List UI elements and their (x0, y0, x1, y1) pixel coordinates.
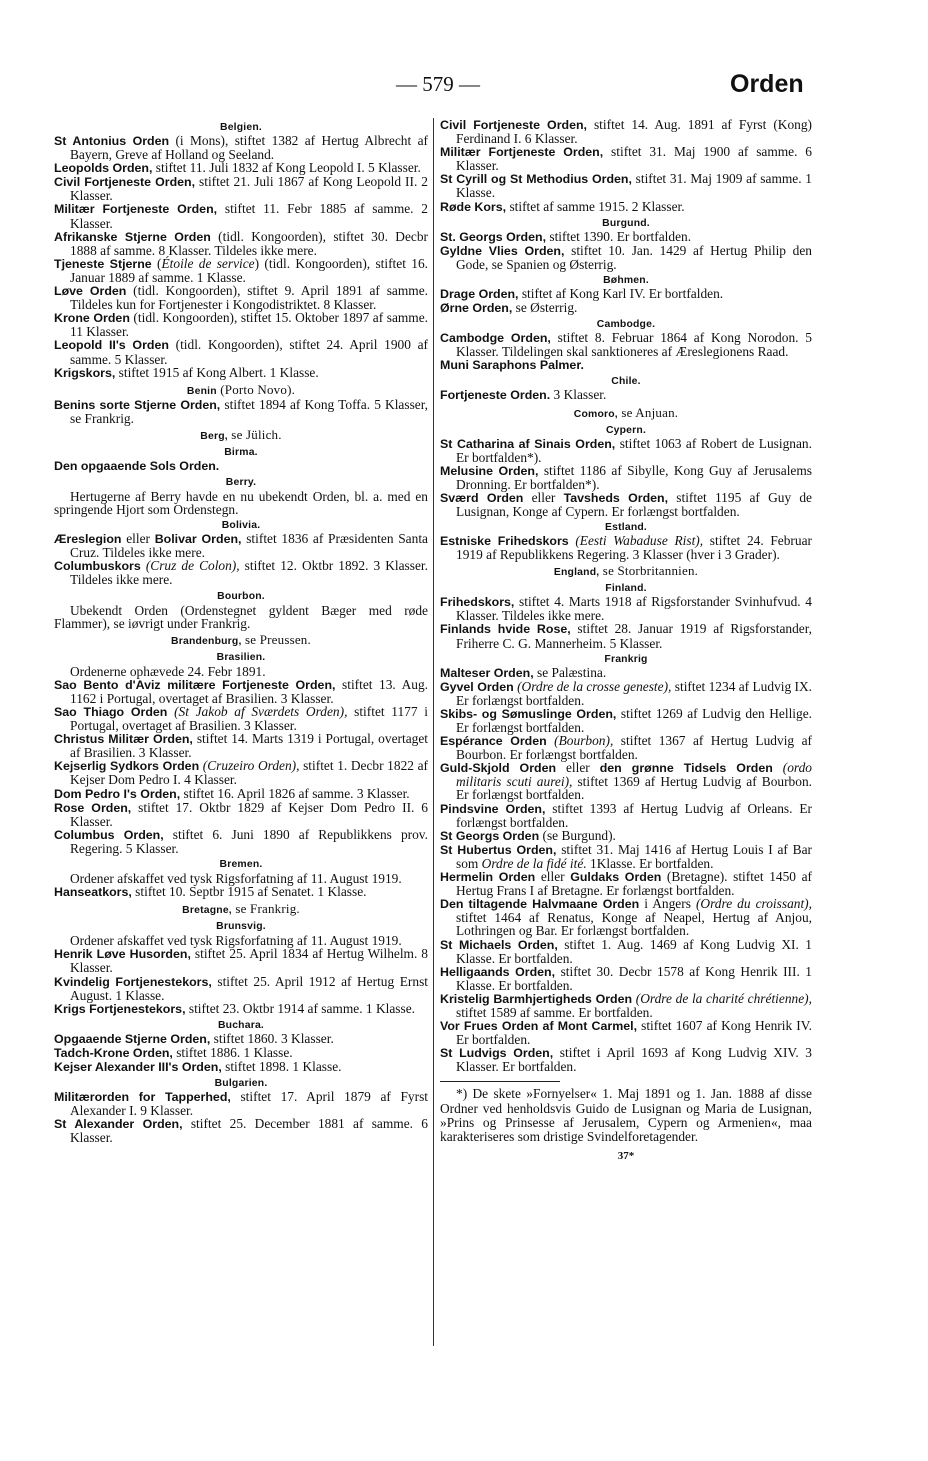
order-name: Opgaaende Stjerne Orden, (54, 1031, 211, 1046)
order-entry (440, 491, 812, 518)
order-entry (54, 787, 428, 801)
order-name: Bolivar Orden, (154, 532, 242, 547)
order-entry (440, 464, 812, 491)
order-entry (440, 200, 812, 214)
section-heading-text: Berg, (200, 430, 228, 442)
order-name: Civil Fortjeneste Orden, (440, 118, 587, 132)
order-description: stiftet af Kong Karl IV. Er bortfalden. (518, 285, 724, 301)
order-entry (440, 965, 812, 992)
order-description: stiftet 1836 af Præsidenten Santa Cruz. Tildeles ikke mere. (70, 531, 428, 561)
section-heading-text: Bretagne, (182, 905, 232, 917)
section-heading (54, 383, 428, 398)
order-description: stiftet 6. Juni 1890 af Republikkens prov. Regering. 5 Klasser. (70, 826, 428, 856)
order-entry (54, 1117, 428, 1144)
order-entry (54, 161, 428, 175)
order-alt-name: (Bourbon), (554, 733, 614, 749)
order-description: se Palæstina. (533, 664, 607, 680)
section-heading (440, 406, 812, 421)
order-description: stiftet 31. Maj 1416 af Hertug Louis I af Bar som (456, 841, 812, 871)
order-description: 1Klasse. Er bortfalden. (586, 855, 714, 871)
order-name: St Antonius Orden (54, 134, 170, 148)
section-heading (54, 446, 428, 459)
order-name: Den tiltagende Halvmaane Orden (440, 897, 640, 912)
order-alt-name: (Eesti Wabaduse Rist), (575, 533, 704, 549)
column-divider (433, 118, 434, 1346)
order-description: stiftet 12. Oktbr 1892. 3 Klasser. Tildeles ikke mere. (70, 558, 428, 588)
order-description: stiftet 14. Aug. 1891 af Fyrst (Kong) Ferdinand I. 6 Klasser. (456, 117, 812, 147)
section-heading-text: Cypern. (605, 424, 647, 436)
section-heading-text: Bolivia. (221, 520, 261, 532)
order-description: stiftet 25. April 1912 af Hertug Ernst August. 1 Klasse. (70, 973, 429, 1003)
order-alt-name: (Cruz de Colon), (145, 558, 240, 574)
order-description: stiftet 1. Decbr 1822 af Kejser Dom Pedro I. 4 Klasser. (70, 758, 428, 788)
order-entry (440, 802, 812, 829)
order-name: Skibs- og Sømuslinge Orden, (440, 706, 617, 721)
order-description: se Østerrig. (512, 300, 578, 316)
order-entry (54, 175, 428, 202)
paragraph: Ordener afskaffet ved tysk Rigsforfatning af 11. August 1919. (70, 871, 402, 887)
order-name: Pindsvine Orden, (440, 801, 546, 816)
section-heading-note: se Storbritannien. (599, 563, 699, 579)
order-description: stiftet 11. Juli 1832 af Kong Leopold I. 5 Klasser. (152, 160, 421, 176)
order-name: Frihedskors, (440, 595, 515, 610)
section-heading (54, 590, 428, 603)
order-name: St Alexander Orden, (54, 1117, 183, 1132)
order-alt-name: (Ordre de la crosse geneste), (517, 678, 672, 694)
order-description: stiftet 13. Aug. 1162 i Portugal, overtaget af Brasilien. 3 Klasser. (70, 676, 428, 706)
section-heading-text: Buchara. (217, 1019, 265, 1031)
right-column (440, 118, 812, 1163)
order-name: Muni Saraphons Palmer. (440, 358, 584, 373)
order-name: Civil Fortjeneste Orden, (54, 175, 196, 190)
order-alt-name: (Ordre de la charité chrétienne), (635, 990, 812, 1006)
order-description: eller (556, 760, 600, 776)
order-description: eller (523, 489, 564, 505)
order-entry (54, 759, 428, 786)
order-description: stiftet 1369 af Hertug Ludvig af Bourbon. Er forlængst bortfalden. (456, 774, 812, 803)
section-heading (54, 920, 428, 933)
section-heading-note: (Porto Novo). (216, 381, 296, 397)
section-heading-text: Bulgarien. (214, 1078, 268, 1090)
footnote-rule (440, 1081, 560, 1082)
order-description: stiftet 1886. 1 Klasse. (172, 1044, 293, 1060)
order-entry (54, 338, 428, 365)
order-entry (54, 459, 428, 473)
order-name: Estniske Frihedskors (440, 534, 569, 549)
section-heading (54, 428, 428, 443)
order-entry (54, 257, 428, 284)
order-entry (440, 145, 812, 172)
order-name: Kvindelig Fortjenestekors, (54, 974, 212, 989)
order-name: St Georgs Orden (440, 828, 540, 843)
order-description: eller (535, 869, 571, 885)
order-name: Leopolds Orden, (54, 161, 153, 176)
order-name: Finlands hvide Rose, (440, 622, 571, 637)
order-description: stiftet 4. Marts 1918 af Rigsforstander Svinhufvud. 4 Klasser. Tildeles ikke mere. (456, 594, 812, 624)
order-alt-name: (St Jakob af Sværdets Orden), (174, 704, 348, 719)
section-heading-note: se Jülich. (227, 426, 282, 442)
section-heading (440, 375, 812, 388)
order-entry (54, 398, 428, 425)
order-name: Leopold II's Orden (54, 338, 169, 353)
paragraph: Ordenerne ophævede 24. Febr 1891. (70, 663, 266, 679)
order-description: 3 Klasser. (550, 387, 607, 403)
page-header (0, 70, 928, 104)
order-name: Fortjeneste Orden. (440, 388, 551, 403)
order-entry (440, 358, 812, 372)
section-heading-note: se Preussen. (241, 631, 311, 647)
order-entry (440, 287, 812, 301)
section-heading-text: Bøhmen. (603, 274, 649, 286)
order-description: stiftet 10. Septbr 1915 af Senatet. 1 Klasse. (131, 884, 367, 900)
order-entry (440, 734, 812, 761)
order-name: Rose Orden, (54, 800, 132, 815)
section-heading-text: Bremen. (219, 859, 263, 871)
order-description: stiftet 8. Februar 1864 af Kong Norodon. 5 Klasser. Tildelingen skal sanktioneres af Æreslegionens Raad. (456, 330, 812, 360)
section-heading (54, 858, 428, 871)
order-entry (440, 118, 812, 145)
order-entry (54, 1046, 428, 1060)
order-entry (440, 1046, 812, 1073)
section-heading (54, 476, 428, 489)
order-entry (54, 532, 428, 559)
order-entry (440, 595, 812, 622)
order-description: stiftet af samme 1915. 2 Klasser. (506, 198, 685, 214)
order-entry (54, 559, 428, 586)
order-entry (440, 622, 812, 649)
section-heading-text: Chile. (611, 376, 641, 388)
order-entry (54, 885, 428, 899)
order-alt-name: (Cruzeiro Orden), (202, 758, 300, 774)
order-entry (54, 230, 428, 257)
order-description: stiftet 1186 af Sibylle, Kong Guy af Jerusalems Dronning. Er bortfalden*). (456, 462, 812, 492)
order-name: Helligaands Orden, (440, 964, 556, 979)
section-heading-text: Cambodge. (596, 319, 656, 331)
order-name: Afrikanske Stjerne Orden (54, 229, 211, 244)
page-number: — 579 — (396, 72, 480, 96)
order-name: Drage Orden, (440, 286, 519, 301)
order-name: Henrik Løve Husorden, (54, 947, 191, 962)
order-description: (tidl. Kongoorden), stiftet 15. Oktober 1897 af samme. 11 Klasser. (70, 310, 429, 340)
order-name: den grønne Tidsels Orden (599, 761, 773, 776)
paragraph: Hertugerne af Berry havde en nu ubekendt Orden, bl. a. med en springende Hjort som Ordenstegn. (54, 488, 428, 518)
order-description: stiftet 25. April 1834 af Hertug Wilhelm. 8 Klasser. (70, 946, 428, 976)
order-alt-name: Ordre de la fidé ité. (481, 855, 587, 871)
printer-signature: 37* (617, 1150, 635, 1163)
order-entry (54, 1032, 428, 1046)
order-name: St Michaels Orden, (440, 937, 558, 952)
order-name: Gyvel Orden (440, 679, 514, 694)
order-name: Krigs Fortjenestekors, (54, 1001, 186, 1016)
order-entry (440, 938, 812, 965)
order-description: stiftet i April 1693 af Kong Ludvig XIV. 3 Klasser. Er bortfalden. (456, 1045, 812, 1075)
order-description: (tidl. Kongoorden), stiftet 24. April 1900 af samme. 5 Klasser. (70, 337, 428, 367)
order-description: stiftet 1915 af Kong Albert. 1 Klasse. (115, 364, 319, 380)
order-description: stiftet 16. April 1826 af samme. 3 Klasser. (180, 785, 410, 801)
order-name: Sao Thiago Orden (54, 705, 168, 719)
order-description: stiftet 1898. 1 Klasse. (221, 1058, 342, 1074)
order-entry (440, 707, 812, 734)
section-heading-text: Burgund. (602, 217, 650, 229)
section-heading-text: England, (553, 567, 600, 579)
order-description: stiftet 1860. 3 Klasser. (210, 1030, 334, 1046)
order-alt-name: (Ordre du croissant), (695, 896, 812, 912)
order-name: St Hubertus Orden, (440, 842, 557, 857)
order-description: stiftet 31. Maj 1909 af samme. 1 Klasse. (456, 171, 812, 201)
section-heading-text: Birma. (224, 446, 258, 458)
order-description: ( (151, 255, 162, 271)
section-heading (54, 651, 428, 664)
order-description (773, 760, 783, 775)
order-name: Gyldne Vlies Orden, (440, 243, 565, 258)
order-description: stiftet 1589 af samme. Er bortfalden. (456, 1004, 653, 1020)
section-heading-text: Brunsvig. (216, 921, 266, 933)
section-heading-text: Brasilien. (216, 651, 266, 663)
order-description: stiftet 30. Decbr 1578 af Kong Henrik III. 1 Klasse. Er bortfalden. (456, 963, 813, 993)
order-name: St Ludvigs Orden, (440, 1046, 554, 1061)
order-entry (440, 301, 812, 315)
order-description: stiftet 24. Februar 1919 af Republikkens Regering. 3 Klasser (hver i 3 Grader). (456, 533, 812, 563)
order-alt-name: (ordo militaris scuti aurei), (456, 760, 812, 790)
footnote: *) De skete »Fornyelser« 1. Maj 1891 og 1. Jan. 1888 af disse Ordner ved henholdsvis Guido de Lusignan og Maria de Lusignan, »Prins og Prinsesse af Jerusalem, Cypern og Armenien«, maa karakteriseres som dristige Svindelforetagender. (440, 1086, 812, 1145)
right-column-entries (440, 118, 812, 1073)
order-description: stiftet 1177 i Portugal, overtaget af Brasilien. 3 Klasser. (70, 704, 428, 734)
order-name: Sao Bento d'Aviz militære Fortjeneste Orden, (54, 677, 336, 692)
order-description: stiftet 10. Jan. 1429 af Hertug Philip den Gode, se Spanien og Østerrig. (456, 242, 812, 272)
order-name: Espérance Orden (440, 734, 547, 749)
order-name: Sværd Orden (440, 490, 524, 505)
order-name: Tavsheds Orden, (563, 490, 669, 505)
order-entry (440, 172, 812, 199)
order-entry (440, 230, 812, 244)
left-column (54, 118, 428, 1144)
order-entry (440, 992, 812, 1019)
section-heading-text: Bourbon. (217, 590, 265, 602)
order-entry (54, 947, 428, 974)
order-description: stiftet 1063 af Robert de Lusignan. Er bortfalden*). (456, 435, 812, 465)
order-description: stiftet 23. Oktbr 1914 af samme. 1 Klasse. (185, 1000, 415, 1016)
order-name: Christus Militær Orden, (54, 732, 193, 747)
order-description: stiftet 1234 af Ludvig IX. Er forlængst bortfalden. (456, 678, 813, 708)
order-description: stiftet 1894 af Kong Toffa. 5 Klasser, se Frankrig. (70, 396, 428, 426)
order-description: stiftet 1607 af Kong Henrik IV. Er bortfalden. (456, 1018, 812, 1048)
order-description: stiftet 21. Juli 1867 af Kong Leopold II. 2 Klasser. (70, 174, 428, 204)
section-heading-note: se Frankrig. (231, 901, 300, 917)
order-name: St Catharina af Sinais Orden, (440, 436, 616, 451)
order-entry (440, 761, 812, 801)
order-name: Æreslegion (54, 532, 122, 547)
order-entry (54, 801, 428, 828)
section-heading (54, 633, 428, 648)
order-name: Kejserlig Sydkors Orden (54, 759, 200, 774)
order-name: Columbus Orden, (54, 827, 164, 842)
order-description: eller (121, 531, 155, 547)
order-entry (54, 1090, 428, 1117)
order-entry (54, 1002, 428, 1016)
order-entry (440, 666, 812, 680)
order-name: St Cyrill og St Methodius Orden, (440, 172, 632, 187)
section-heading-note: se Anjuan. (617, 404, 679, 420)
order-entry (54, 1060, 428, 1074)
paragraph: Ubekendt Orden (Ordenstegnet gyldent Bæger med røde Flammer), se iøvrigt under Frankrig. (54, 602, 428, 631)
section-heading-text: Belgien. (219, 122, 263, 133)
order-description: stiftet 17. April 1879 af Fyrst Alexander I. 9 Klasser. (70, 1089, 429, 1119)
order-name: Løve Orden (54, 284, 127, 299)
order-description: stiftet 17. Oktbr 1829 af Kejser Dom Pedro II. 6 Klasser. (70, 799, 428, 829)
order-description: (i Mons), stiftet 1382 af Hertug Albrecht af Bayern, Greve af Holland og Seeland. (70, 133, 428, 163)
section-heading (54, 902, 428, 917)
order-description: stiftet 1464 af Renatus, Konge af Neapel, Hertug af Anjou, Lothringen og Bar. Er forlængst bortfalden. (456, 910, 812, 939)
order-entry (54, 134, 428, 161)
order-description: (se Burgund). (539, 827, 616, 843)
order-description: stiftet 28. Januar 1919 af Rigsforstander, Friherre C. G. Mannerheim. 5 Klasser. (456, 621, 812, 651)
order-description: ) (tidl. Kongoorden), stiftet 16. Januar 1889 af samme. 1 Klasse. (70, 255, 428, 285)
section-heading-text: Berry. (225, 476, 257, 488)
order-entry (440, 843, 812, 870)
order-name: Malteser Orden, (440, 665, 534, 680)
order-name: Kristelig Barmhjertigheds Orden (440, 991, 633, 1006)
order-name: Militærorden for Tapperhed, (54, 1090, 231, 1105)
order-name: Røde Kors, (440, 199, 507, 214)
order-entry (54, 732, 428, 759)
order-name: Tjeneste Stjerne (54, 256, 152, 271)
order-description: stiftet 1393 af Hertug Ludvig af Orleans. Er forlængst bortfalden. (456, 800, 813, 830)
section-heading (440, 653, 812, 666)
order-entry (54, 975, 428, 1002)
section-heading (440, 564, 812, 579)
order-name: Kejser Alexander III's Orden, (54, 1059, 222, 1074)
order-description: stiftet 31. Maj 1900 af samme. 6 Klasser. (456, 144, 812, 174)
order-name: Melusine Orden, (440, 463, 539, 478)
section-heading-text: Brandenburg, (171, 635, 242, 647)
order-description: i Angers (639, 896, 696, 912)
order-entry (54, 366, 428, 380)
order-entry (54, 311, 428, 338)
order-entry (54, 828, 428, 855)
order-name: Militær Fortjeneste Orden, (54, 202, 218, 217)
order-name: Krigskors, (54, 365, 116, 380)
order-name: Dom Pedro I's Orden, (54, 786, 181, 801)
paragraph: Ordener afskaffet ved tysk Rigsforfatning af 11. August 1919. (70, 933, 402, 949)
running-title: Orden (730, 70, 804, 98)
order-description: (tidl. Kongoorden), stiftet 9. April 1891 af samme. Tildeles kun for Fortjenester i Kongodistriktet. 8 Klasser. (70, 283, 428, 313)
order-description: stiftet 14. Marts 1319 i Portugal, overtaget af Brasilien. 3 Klasser. (70, 731, 428, 761)
section-heading-text: Benin (186, 385, 217, 397)
order-entry (54, 284, 428, 311)
order-description: stiftet 1269 af Ludvig den Hellige. Er forlængst bortfalden. (456, 705, 812, 735)
section-heading-text: Comoro, (573, 408, 618, 420)
order-entry (440, 829, 812, 843)
order-entry (440, 388, 812, 402)
order-entry (440, 437, 812, 464)
order-name: Hermelin Orden (440, 870, 536, 885)
order-entry (440, 680, 812, 707)
order-entry (440, 897, 812, 937)
order-description: (Bretagne). stiftet 1450 af Hertug Frans I af Bretagne. Er forlængst bortfalden. (456, 869, 812, 899)
order-name: Guldaks Orden (570, 870, 662, 885)
order-name: Benins sorte Stjerne Orden, (54, 397, 221, 412)
order-description: stiftet 1367 af Hertug Ludvig af Bourbon. Er forlængst bortfalden. (456, 733, 812, 763)
order-entry (440, 244, 812, 271)
order-entry (54, 705, 428, 732)
order-name: St. Georgs Orden, (440, 229, 547, 244)
order-description: (tidl. Kongoorden), stiftet 30. Decbr 1888 af samme. 8 Klasser. Tildeles ikke mere. (70, 228, 429, 258)
order-name: Den opgaaende Sols Orden. (54, 458, 220, 473)
order-entry (440, 331, 812, 358)
order-description: stiftet 1. Aug. 1469 af Kong Ludvig XI. 1 Klasse. Er bortfalden. (456, 936, 813, 966)
order-description: stiftet 25. December 1881 af samme. 6 Klasser. (70, 1116, 428, 1146)
section-heading-text: Finland. (605, 583, 647, 595)
order-name: Militær Fortjeneste Orden, (440, 145, 604, 160)
order-entry (440, 870, 812, 897)
order-name: Guld-Skjold Orden (440, 761, 557, 776)
order-name: Cambodge Orden, (440, 331, 551, 346)
order-entry (440, 1019, 812, 1046)
order-entry (54, 202, 428, 229)
order-name: Tadch-Krone Orden, (54, 1045, 173, 1060)
order-name: Columbuskors (54, 559, 141, 574)
order-description: stiftet 11. Febr 1885 af samme. 2 Klasser. (70, 201, 429, 231)
order-entry (440, 534, 812, 561)
order-alt-name: Étoile de service (161, 255, 255, 271)
order-description: stiftet 1195 af Guy de Lusignan, Konge af Cypern. Er forlængst bortfalden. (456, 489, 812, 519)
order-name: Vor Frues Orden af Mont Carmel, (440, 1019, 638, 1034)
order-description: stiftet 1390. Er bortfalden. (546, 228, 692, 244)
order-entry (54, 678, 428, 705)
order-name: Hanseatkors, (54, 885, 132, 900)
section-heading-text: Frankrig (604, 653, 648, 665)
order-name: Krone Orden (54, 311, 130, 326)
section-heading-text: Estland. (604, 522, 648, 534)
order-name: Ørne Orden, (440, 301, 513, 316)
